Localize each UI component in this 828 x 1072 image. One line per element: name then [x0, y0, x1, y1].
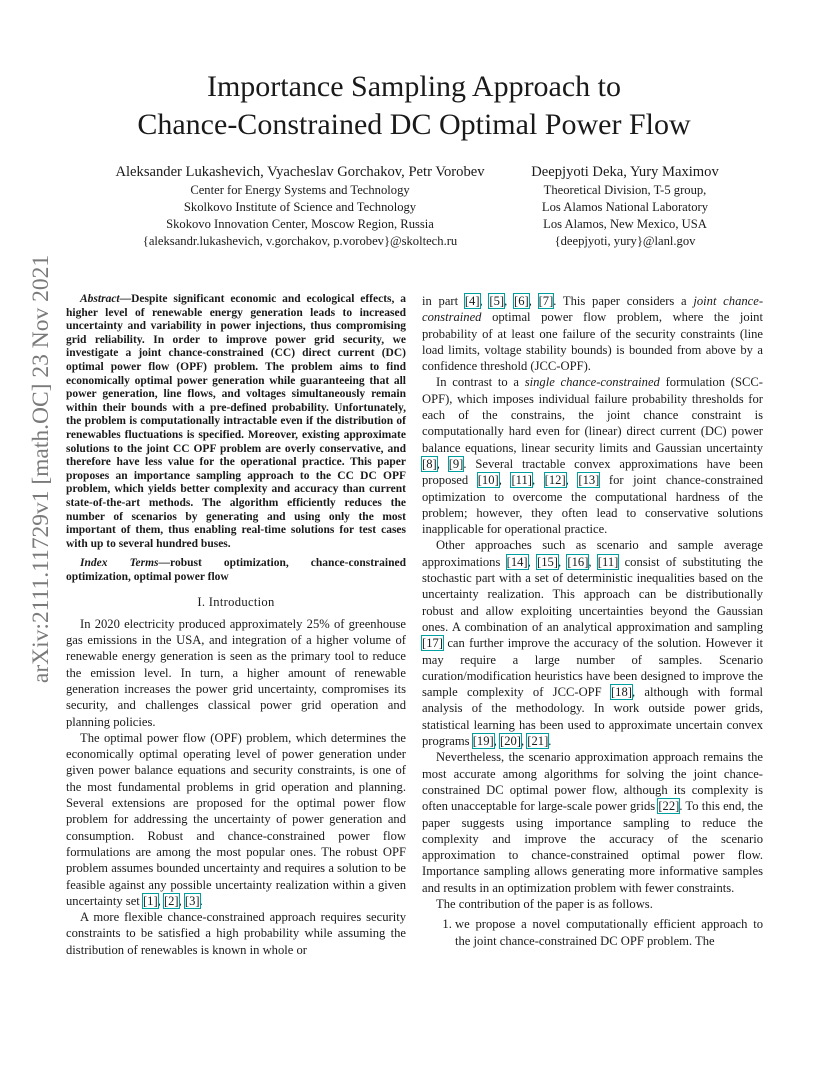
contribution-list [422, 916, 763, 949]
right-paragraph-5: The contribution of the paper is as follows. [436, 896, 653, 911]
emphasis-text: single chance-constrained [524, 375, 660, 390]
emphasis-text: joint chance-constrained [422, 294, 764, 325]
author-names-right: Deepjyoti Deka, Yury Maximov [531, 164, 719, 180]
citation-link[interactable]: [2] [163, 893, 179, 908]
citation-link[interactable]: [9] [448, 456, 464, 471]
right-paragraph-2: In contrast to a single chance-constrained formulation (SCC-OPF), which imposes individual failure probability thresholds for each of the constrains, the joint chance constraint is computationally hard even for (linear) direct current (DC) power balance equations, linear security limits and Gaussian uncertainty [8], [9]. Several tractable convex approximations have been proposed [10], [11], [12], [13] for joint chance-constrained optimization to overcome the computational hardness of the problem; however, they often lead to conservative solutions inapplicable for operational practice. [422, 375, 764, 537]
affiliation-right [505, 162, 745, 250]
citation-link[interactable]: [11] [511, 473, 532, 488]
affiliation-left-email: {aleksandr.lukashevich, v.gorchakov, p.vorobev}@skoltech.ru [142, 234, 458, 248]
intro-paragraph-2-text: The optimal power flow (OPF) problem, which determines the economically optimal operating level of power generation under given power balance equations and security constraints, is one of the most fundamental problems in grid operation and planning. Several extensions are proposed for the optimal power flow problem for addressing the uncertainty of power generation and consumption. Robust and chance-constrained power flow formulations are among the most popular ones. The robust OPF problem assumes bounded uncertainty and requires a solution to be feasible against any possible uncertainty realization within a given uncertainty set [66, 730, 406, 908]
citation-link[interactable]: [3] [184, 893, 200, 908]
text-fragment: Nevertheless, the scenario approximation approach remains the most accurate among algorithms for solving the joint chance-constrained DC optimal power flow, although its complexity is often unacceptable for large-scale power grids [422, 750, 763, 814]
title-line-2: Chance-Constrained DC Optimal Power Flow [137, 108, 691, 141]
text-fragment: Other approaches such as scenario and sample average approximations [422, 538, 763, 569]
text-fragment: for joint chance-constrained optimization to overcome the computational hardness of the problem; however, they often lead to conservative solutions inapplicable for operational practice. [422, 473, 764, 537]
text-fragment: , although with formal analysis of the methodology. In work outside power grids, statistical learning has been used to approximate uncertain convex programs [422, 685, 764, 749]
abstract-text: —Despite significant economic and ecological effects, a higher level of renewable energy generation leads to increased uncertainty and variability in power injections, thus compromising grid reliability. In order to improve power grid security, we investigate a joint chance-constrained (CC) direct current (DC) optimal power flow (OPF) problem. The problem aims to find economically optimal power generation while guaranteeing that all power generation, line flows, and voltages simultaneously remain within their bounds with a pre-defined probability. Unfortunately, the problem is computationally intractable even if the distribution of renewables fluctuations is specified. Moreover, existing approximate solutions to the joint CC OPF problem are overly conservative, and therefore have less value for the operational practice. This paper proposes an importance sampling approach to the CC DC OPF problem, which yields better complexity and accuracy than current state-of-the-art methods. The algorithm efficiently reduces the number of scenarios by generating and using only the most important of them, thus enabling real-time solutions for test cases with up to several hundred buses. [66, 293, 406, 550]
text-fragment: optimal power flow problem, where the joint probability of at least one failure of the security constraints (line load limits, voltage stability bounds) is bounded from above by a confidence threshold (JCC-OPF). [422, 310, 763, 374]
citation-link[interactable]: [8] [422, 456, 437, 471]
affiliation-right-line-3: Los Alamos, New Mexico, USA [543, 217, 707, 231]
title-line-1: Importance Sampling Approach to [206, 70, 622, 103]
affiliation-left-line-1: Center for Energy Systems and Technology [190, 183, 410, 197]
affiliation-right-line-1: Theoretical Division, T-5 group, [543, 183, 707, 197]
text-fragment: in part [422, 294, 459, 308]
right-paragraph-1: in part [4], [5], [6], [7]. This paper considers a joint chance-constrained optimal power flow problem, where the joint probability of at least one failure of the security constraints (line load limits, voltage stability bounds) is bounded from above by a confidence threshold (JCC-OPF). [422, 294, 764, 374]
index-terms [66, 557, 406, 584]
intro-paragraph-2: The optimal power flow (OPF) problem, which determines the economically optimal operating level of power generation under given power balance equations and security constraints, is one of the most fundamental problems in grid operation and planning. Several extensions are proposed for the optimal power flow problem for addressing the uncertainty of power generation and consumption. Robust and chance-constrained power flow formulations are among the most popular ones. The robust OPF problem assumes bounded uncertainty and requires a solution to be feasible against any possible uncertainty realization within a given uncertainty set [1], [2], [3]. [66, 730, 406, 908]
arxiv-identifier[interactable]: arXiv:2111.11729v1 [math.OC] 23 Nov 2021 [28, 254, 54, 684]
text-fragment: . This paper considers a [553, 294, 687, 308]
citation-link[interactable]: [6] [514, 294, 529, 308]
affiliation-right-line-2: Los Alamos National Laboratory [541, 200, 709, 214]
citation-link[interactable]: [16] [567, 554, 589, 569]
text-fragment: . Several tractable convex approximations have been proposed [422, 456, 763, 488]
citation-link[interactable]: [1] [142, 893, 158, 908]
affiliation-left-line-3: Skokovo Innovation Center, Moscow Region, Russia [166, 217, 434, 231]
text-fragment: consist of substituting the stochastic part with a set of deterministic inequalities based on the uncertainty realization. This approach can be distributionally robust and allow exploiting uncertainties beyond the Gaussian ones. A combination of an analytical approximation and sampling [422, 554, 763, 634]
left-column [66, 293, 406, 958]
affiliation-left [90, 162, 510, 250]
right-paragraph-3: Other approaches such as scenario and sample average approximations [14], [15], [16], [11] consist of substituting the stochastic part with a set of deterministic inequalities based on the uncertainty realization. This approach can be distributionally robust and allow exploiting uncertainties beyond the Gaussian ones. A combination of an analytical approximation and sampling [17] can further improve the accuracy of the solution. However it may require a large number of samples. Scenario curation/modification heuristics have been designed to improve the sample complexity of JCC-OPF [18], although with formal analysis of the methodology. In work outside power grids, statistical learning has been used to approximate uncertain convex programs [19], [20], [21]. [422, 538, 764, 749]
citation-link[interactable]: [5] [489, 294, 505, 308]
text-fragment: In contrast to a [436, 375, 519, 390]
citation-link[interactable]: [18] [610, 685, 632, 700]
text-fragment: can further improve the accuracy of the solution. However it may require a large number of samples. Scenario curation/modification heuristics have been designed to improve the sample complexity of JCC-OPF [422, 636, 763, 700]
citation-link[interactable]: [11] [597, 554, 619, 569]
affiliation-right-email: {deepjyoti, yury}@lanl.gov [554, 234, 696, 248]
index-terms-text: —robust optimization, chance-constrained optimization, optimal power flow [66, 557, 406, 583]
intro-paragraph-3: A more flexible chance-constrained approach requires security constraints to be satisfied a high probability while assuming the distribution of renewables is known in whole or [66, 910, 406, 957]
citation-link[interactable]: [19] [472, 734, 494, 749]
citation-link[interactable]: [10] [477, 473, 499, 488]
citation-link[interactable]: [15] [537, 554, 558, 569]
citation-link[interactable]: [22] [658, 799, 680, 814]
abstract-label: Abstract [80, 293, 120, 305]
index-terms-label: Index Terms [80, 557, 159, 570]
citation-link[interactable]: [4] [464, 294, 480, 308]
list-item: 1. we propose a novel computationally efficient approach to the joint chance-constrained DC OPF problem. The [455, 916, 763, 949]
right-column [422, 293, 763, 949]
citation-link[interactable]: [12] [544, 473, 566, 488]
citation-link[interactable]: [21] [527, 734, 549, 749]
citation-link[interactable]: [14] [506, 554, 528, 569]
section-heading: I. Introduction [197, 595, 275, 610]
text-fragment: . To this end, the paper suggests using importance sampling to reduce the complexity and improve the accuracy of the scenario approximation to chance-constrained optimal power flow. Importance sampling allows generating more informative samples and results in an optimization problem with fewer constraints. [422, 799, 763, 895]
author-names-left: Aleksander Lukashevich, Vyacheslav Gorchakov, Petr Vorobev [115, 164, 485, 180]
citation-link[interactable]: [13] [578, 473, 600, 488]
citation-link[interactable]: [20] [500, 734, 521, 749]
text-fragment: formulation (SCC-OPF), which imposes individual failure probability thresholds for each of the constrains, the joint chance constraint is computationally hard even for (linear) direct current (DC) power balance equations, linear security limits and Gaussian uncertainty [422, 375, 763, 455]
intro-paragraph-1: In 2020 electricity produced approximately 25% of greenhouse gas emissions in the USA, and integration of a higher volume of renewable energy generation is seen as the primary tool to reduce the emission level. In turn, a higher amount of renewable generation increases the power grid uncertainty, compromises its security, and challenges classical power grid operation and planning policies. [66, 616, 406, 729]
citation-link[interactable]: [7] [538, 294, 554, 308]
paper-title [0, 68, 828, 144]
citation-link[interactable]: [17] [422, 636, 443, 651]
abstract [66, 293, 406, 551]
affiliation-left-line-2: Skolkovo Institute of Science and Technology [183, 200, 417, 214]
right-paragraph-4 [422, 749, 763, 896]
